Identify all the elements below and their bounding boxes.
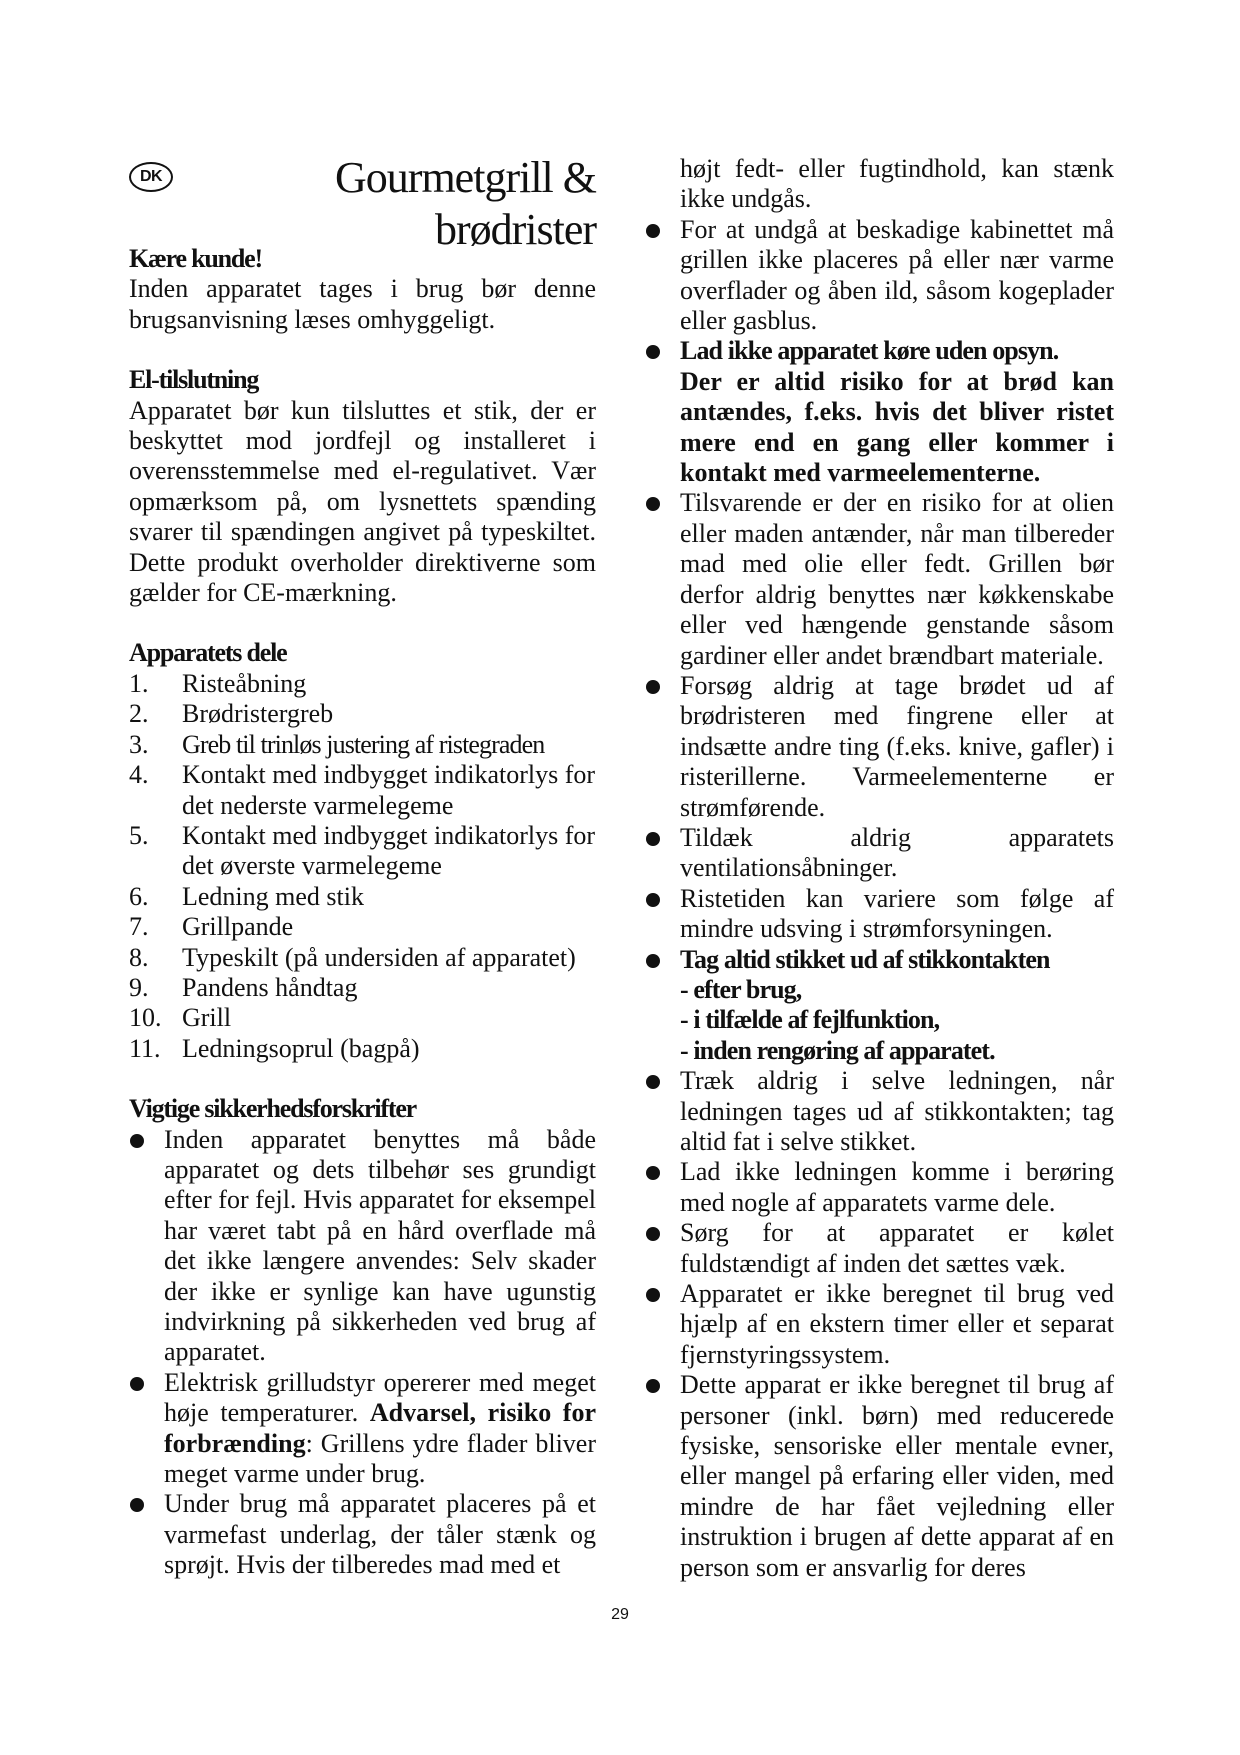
safety-section — [129, 1094, 596, 1581]
text-fingers: Forsøg aldrig at tage brødet ud af brødristeren med fingrene eller at indsætte andre ting (f.eks. knive, gafler) i risterillerne. Varmeelementerne er strømførende. — [680, 670, 1114, 822]
continued-text: højt fedt- eller fugtindhold, kan stænk ikke undgås. — [680, 154, 1114, 214]
greeting-text: Inden apparatet tages i brug bør denne brugsanvisning læses omhyggeligt. — [129, 274, 596, 334]
title-line-2: brødrister — [434, 205, 596, 254]
parts-item-number: 2. — [129, 699, 149, 729]
parts-item — [129, 730, 596, 760]
title-line-1: Gourmetgrill & — [335, 153, 596, 202]
parts-item-number: 11. — [129, 1033, 161, 1063]
safety-text-heat-post: : Grillens ydre flader bliver meget varme under brug. — [164, 1428, 596, 1489]
parts-item-text: Kontakt med indbygget indikatorlys for det nederste varmelegeme — [182, 760, 596, 820]
unplug-malfunction: - i tilfælde af fejlfunktion, — [680, 1005, 940, 1035]
text-hot-parts: Lad ikke ledningen komme i berøring med nogle af apparatets varme dele. — [680, 1157, 1114, 1217]
list-item — [645, 215, 1114, 337]
parts-item-text: Brødristergreb — [182, 699, 334, 729]
unplug-after-use: - efter brug, — [680, 974, 802, 1004]
safety-text-inspect: Inden apparatet benyttes må både apparatet og dets tilbehør ses grundigt efter for fejl. Hvis apparatet for eksempel har været tabt på en hård overflade må det ikke længere anvendes: Selv skader der ikke er synlige kan have ugunstig indvirkning på sikkerheden ved brug af apparatet. — [164, 1124, 596, 1367]
list-item — [645, 945, 1114, 1067]
right-column — [645, 154, 1114, 1583]
page-number: 29 — [611, 1606, 629, 1623]
list-item — [129, 1368, 596, 1490]
text-cord: Træk aldrig i selve ledningen, når ledningen tages ud af stikkontakten; tag altid fat i selve stikket. — [680, 1066, 1114, 1156]
safety-list — [129, 1125, 596, 1581]
parts-item — [129, 669, 596, 699]
parts-item-number: 3. — [129, 729, 149, 759]
list-item — [645, 1218, 1114, 1279]
parts-item-text: Ledning med stik — [182, 881, 364, 911]
parts-item — [129, 973, 596, 1003]
parts-item — [129, 699, 596, 729]
list-item — [129, 1125, 596, 1368]
text-time: Ristetiden kan variere som følge af mindre udsving i strømforsyningen. — [680, 883, 1114, 944]
list-item — [645, 336, 1114, 488]
safety-warning-burn: Advarsel, risiko for forbrænding — [164, 1398, 596, 1458]
text-cabinet: For at undgå at beskadige kabinettet må grillen ikke placeres på eller nær varme overflader og åben ild, såsom kogeplader eller gasblus. — [680, 214, 1114, 336]
safety-text-heat: Elektrisk grilludstyr opererer med meget høje temperaturer. — [164, 1367, 596, 1428]
page-title — [260, 152, 596, 256]
safety-text-surface: Under brug må apparatet placeres på et varmefast underlag, der tåler stænk og sprøjt. Hvis der tilberedes mad med et — [164, 1489, 596, 1580]
parts-item — [129, 821, 596, 882]
list-item — [645, 671, 1114, 823]
parts-item-number: 9. — [129, 972, 149, 1002]
parts-item-text: Grillpande — [182, 912, 294, 942]
text-cool: Sørg for at apparatet er kølet fuldstændigt af inden det sættes væk. — [680, 1218, 1114, 1278]
text-oil: Tilsvarende er der en risiko for at olien eller maden antænder, når man tilbereder mad med olie eller fedt. Grillen bør derfor aldrig benyttes nær køkkenskabe eller ved hængende genstande såsom gardiner eller andet brændbart materiale. — [680, 488, 1114, 670]
parts-item — [129, 912, 596, 942]
text-persons: Dette apparat er ikke beregnet til brug af personer (inkl. børn) med reducerede fysiske, sensoriske eller mentale evner, eller mangel på erfaring eller viden, med mindre de har fået vejledning eller instruktion i brugen af dette apparat af en person som er ansvarlig for deres — [680, 1370, 1114, 1582]
parts-item — [129, 760, 596, 821]
parts-item-number: 5. — [129, 820, 149, 850]
list-item — [645, 823, 1114, 884]
parts-item-number: 10. — [129, 1003, 162, 1033]
list-item — [645, 1066, 1114, 1157]
parts-item — [129, 882, 596, 912]
text-unplug: Tag altid stikket ud af stikkontakten — [680, 944, 1050, 974]
parts-item — [129, 1034, 596, 1064]
parts-heading: Apparatets dele — [129, 638, 287, 668]
parts-item-text: Greb til trinløs justering af ristegraden — [182, 729, 545, 759]
parts-item-text: Kontakt med indbygget indikatorlys for det øverste varmelegeme — [182, 820, 596, 881]
list-item — [645, 1279, 1114, 1370]
list-item — [645, 1370, 1114, 1583]
electric-section — [129, 365, 596, 608]
greeting-section — [129, 244, 596, 335]
parts-item-number: 6. — [129, 881, 149, 911]
parts-item-text: Risteåbning — [182, 668, 307, 698]
text-cover: Tildæk aldrig apparatets ventilationsåbninger. — [680, 822, 1114, 883]
language-badge: DK — [129, 162, 173, 192]
list-item — [645, 488, 1114, 670]
parts-item-number: 8. — [129, 942, 149, 972]
parts-item-text: Ledningsoprul (bagpå) — [182, 1033, 420, 1063]
parts-item — [129, 1003, 596, 1033]
text-timer: Apparatet er ikke beregnet til brug ved hjælp af en ekstern timer eller et separat fjernstyringssystem. — [680, 1279, 1114, 1369]
parts-section — [129, 638, 596, 1064]
parts-item — [129, 943, 596, 973]
safety-heading: Vigtige sikkerhedsforskrifter — [129, 1094, 417, 1124]
list-item — [645, 1157, 1114, 1218]
parts-item-number: 1. — [129, 668, 149, 698]
safety-list-continued — [645, 154, 1114, 1583]
unplug-cleaning: - inden rengøring af apparatet. — [680, 1035, 995, 1065]
parts-item-text: Typeskilt (på undersiden af apparatet) — [182, 942, 576, 972]
left-column — [129, 244, 596, 1581]
list-item — [645, 154, 1114, 215]
parts-item-text: Grill — [182, 1003, 232, 1033]
warning-fire-risk: Der er altid risiko for at brød kan antændes, f.eks. hvis det bliver ristet mere end en gang eller kommer i kontakt med varmeelementerne. — [680, 366, 1114, 488]
warning-unattended: Lad ikke apparatet køre uden opsyn. — [680, 336, 1059, 366]
electric-heading: El-tilslutning — [129, 365, 259, 395]
greeting-heading: Kære kunde! — [129, 244, 262, 273]
parts-list — [129, 669, 596, 1064]
list-item — [129, 1489, 596, 1580]
parts-item-number: 4. — [129, 760, 149, 790]
parts-item-number: 7. — [129, 912, 149, 942]
electric-text: Apparatet bør kun tilsluttes et stik, der er beskyttet mod jordfejl og installeret i overensstemmelse med el-regulativet. Vær opmærksom på, om lysnettets spænding svarer til spændingen angivet på typeskiltet. Dette produkt overholder direktiverne som gælder for CE-mærkning. — [129, 395, 596, 608]
parts-item-text: Pandens håndtag — [182, 972, 358, 1002]
list-item — [645, 884, 1114, 945]
